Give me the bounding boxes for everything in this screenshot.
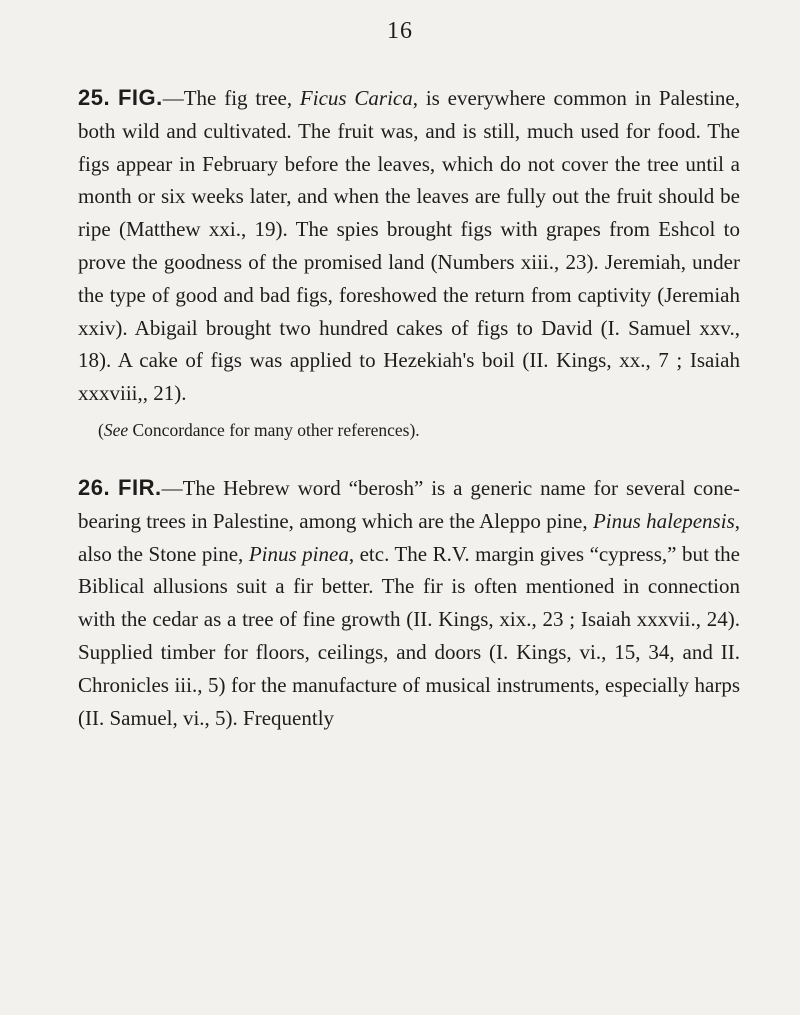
entry-text: , is everywhere common in Palestine, both wild and cultivated. The fruit was, and is still, much used for food. The figs appear in February before the leaves, which do not cover the tree until a month or six weeks later, and when the leaves are fully out the fruit should be ripe (Matthew xxi., 19). The spies brought figs with grapes from Eshcol to prove the goodness of the promised land (Numbers xiii., 23). Jeremiah, under the type of good and bad figs, foreshowed the return from captivity (Jeremiah xxiv). Abigail brought two hundred cakes of figs to David (I. Samuel xxv., 18). A cake of figs was applied to Hezekiah's boil (II. Kings, xx., 7 ; Isaiah xxxviii,, 21).	[78, 86, 740, 406]
note-see: See	[103, 419, 129, 440]
note-open-paren: (	[98, 419, 104, 440]
entry-fig-paragraph	[78, 82, 740, 410]
entry-text: , also the Stone pine,	[78, 508, 740, 566]
entry-fir	[78, 472, 740, 734]
page-content	[78, 82, 740, 734]
note-text: Concordance for many other references).	[128, 419, 420, 440]
entry-number: 26.	[78, 474, 111, 500]
entry-headword: FIR.	[118, 474, 162, 500]
entry-text: , etc. The R.V. margin gives “cypress,” but the Biblical allusions suit a fir better. The fir is often mentioned in connection with the cedar as a tree of fine growth (II. Kings, xix., 23 ; Isaiah xxxvii., 24). Supplied timber for floors, ceilings, and doors (I. Kings, vi., 15, 34, and II. Chronicles iii., 5) for the manufacture of musical instruments, especially harps (II. Samuel, vi., 5). Frequently	[78, 541, 740, 730]
entry-latin-name: Pinus pinea	[248, 541, 349, 566]
entry-text: —The Hebrew word “berosh” is a generic name for several cone-bearing trees in Palestine, among which are the Aleppo pine,	[78, 475, 741, 533]
entry-headword: FIG.	[117, 85, 163, 110]
page-number: 16	[387, 18, 413, 44]
entry-number: 25.	[78, 85, 111, 110]
entry-text: —The fig tree,	[162, 86, 300, 110]
reference-note	[98, 416, 740, 444]
entry-latin-name: Pinus halepensis	[592, 508, 735, 533]
entry-fig	[78, 82, 740, 444]
entry-fir-paragraph	[78, 472, 740, 734]
entry-latin-name: Ficus Carica	[299, 86, 413, 110]
